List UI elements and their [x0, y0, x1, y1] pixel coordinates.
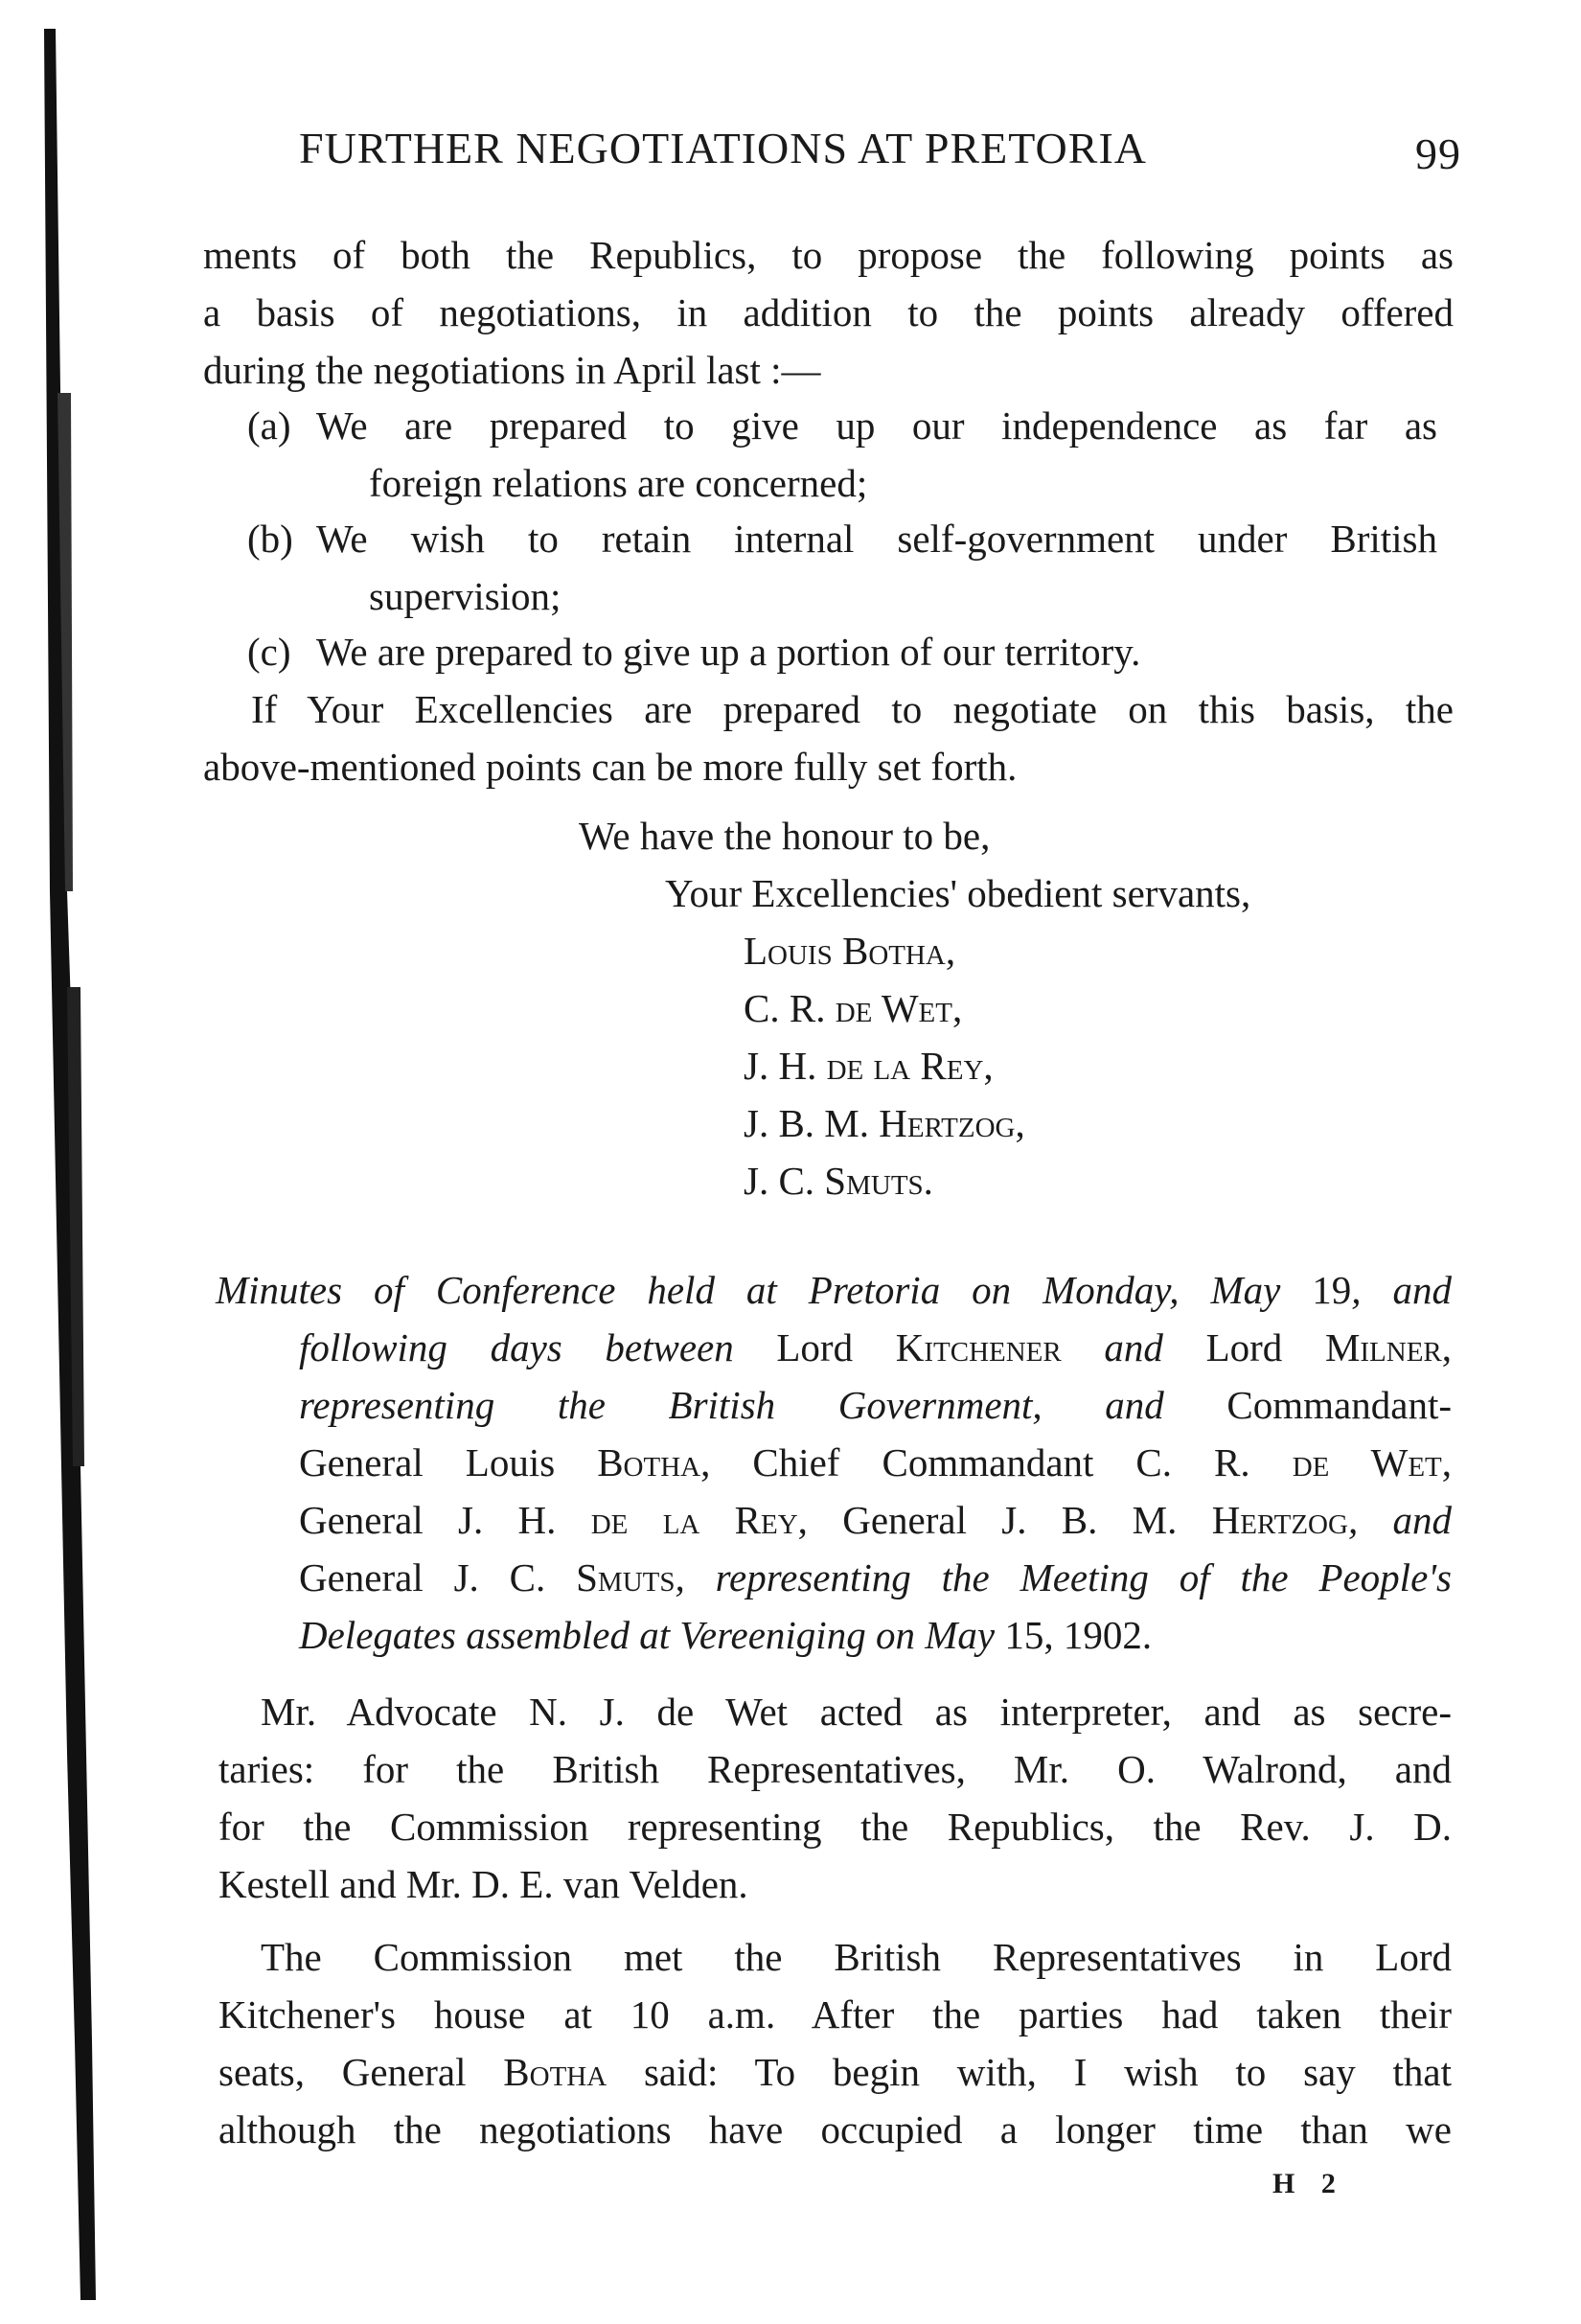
opening-line-2: a basis of negotiations, in addition to the points already offered — [203, 290, 1454, 334]
para2-line-1: The Commission met the British Representatives in Lord — [261, 1935, 1452, 1979]
point-c-line-1: We are prepared to give up a portion of our territory. — [316, 630, 1141, 674]
minutes-line-3: representing the British Government, and Commandant- — [299, 1383, 1453, 1427]
minutes-line-5: General J. H. de la Rey, General J. B. M. Hertzog, and — [299, 1498, 1453, 1542]
para1-line-4: Kestell and Mr. D. E. van Velden. — [218, 1862, 748, 1906]
opening-line-3: during the negotiations in April last :— — [203, 348, 821, 392]
point-a-label: (a) — [247, 403, 291, 448]
point-c-label: (c) — [247, 630, 291, 674]
signatory-4: J. B. M. Hertzog, — [744, 1101, 1025, 1145]
point-c — [247, 623, 1454, 680]
salutation: We have the honour to be, — [579, 814, 991, 858]
binding-shadow — [38, 29, 105, 2300]
point-a-line-2: foreign relations are concerned; — [369, 461, 868, 505]
minutes-line-7: Delegates assembled at Vereeniging on May 15, 1902. — [299, 1613, 1153, 1657]
signature-mark: H 2 — [1272, 2168, 1345, 2199]
running-title: FURTHER NEGOTIATIONS AT PRETORIA — [299, 124, 1147, 173]
opening-line-1: ments of both the Republics, to propose the following points as — [203, 233, 1454, 277]
minutes-line-2: following days between Lord Kitchener and Lord Milner, — [299, 1325, 1453, 1369]
point-a-line-1: We are prepared to give up our independence as far as — [316, 403, 1437, 448]
valediction: Your Excellencies' obedient servants, — [665, 871, 1251, 915]
point-b — [247, 510, 1454, 567]
point-b-label: (b) — [247, 517, 293, 561]
signatory-5: J. C. Smuts. — [744, 1159, 933, 1203]
minutes-line-4: General Louis Botha, Chief Commandant C. R. de Wet, — [299, 1440, 1453, 1484]
closing-line-2: above-mentioned points can be more fully set forth. — [203, 745, 1018, 789]
point-a — [247, 397, 1454, 454]
page-number: 99 — [1415, 129, 1461, 178]
point-b-line-2: supervision; — [369, 574, 561, 618]
para1-line-3: for the Commission representing the Republics, the Rev. J. D. — [218, 1805, 1452, 1849]
signatory-3: J. H. de la Rey, — [744, 1044, 994, 1088]
para1-line-2: taries: for the British Representatives, Mr. O. Walrond, and — [218, 1747, 1452, 1791]
signatory-2: C. R. de Wet, — [744, 986, 963, 1030]
para1-line-1: Mr. Advocate N. J. de Wet acted as interpreter, and as secre- — [261, 1690, 1452, 1734]
point-b-line-1: We wish to retain internal self-government under British — [316, 517, 1437, 561]
signatory-1: Louis Botha, — [744, 929, 956, 973]
closing-line-1: If Your Excellencies are prepared to negotiate on this basis, the — [251, 687, 1454, 731]
para2-line-2: Kitchener's house at 10 a.m. After the parties had taken their — [218, 1992, 1452, 2036]
minutes-line-1: Minutes of Conference held at Pretoria on Monday, May 19, and — [216, 1268, 1453, 1312]
para2-line-4: although the negotiations have occupied a longer time than we — [218, 2107, 1452, 2151]
para2-line-3: seats, General Botha said: To begin with, I wish to say that — [218, 2050, 1452, 2094]
minutes-line-6: General J. C. Smuts, representing the Meeting of the People's — [299, 1555, 1452, 1599]
